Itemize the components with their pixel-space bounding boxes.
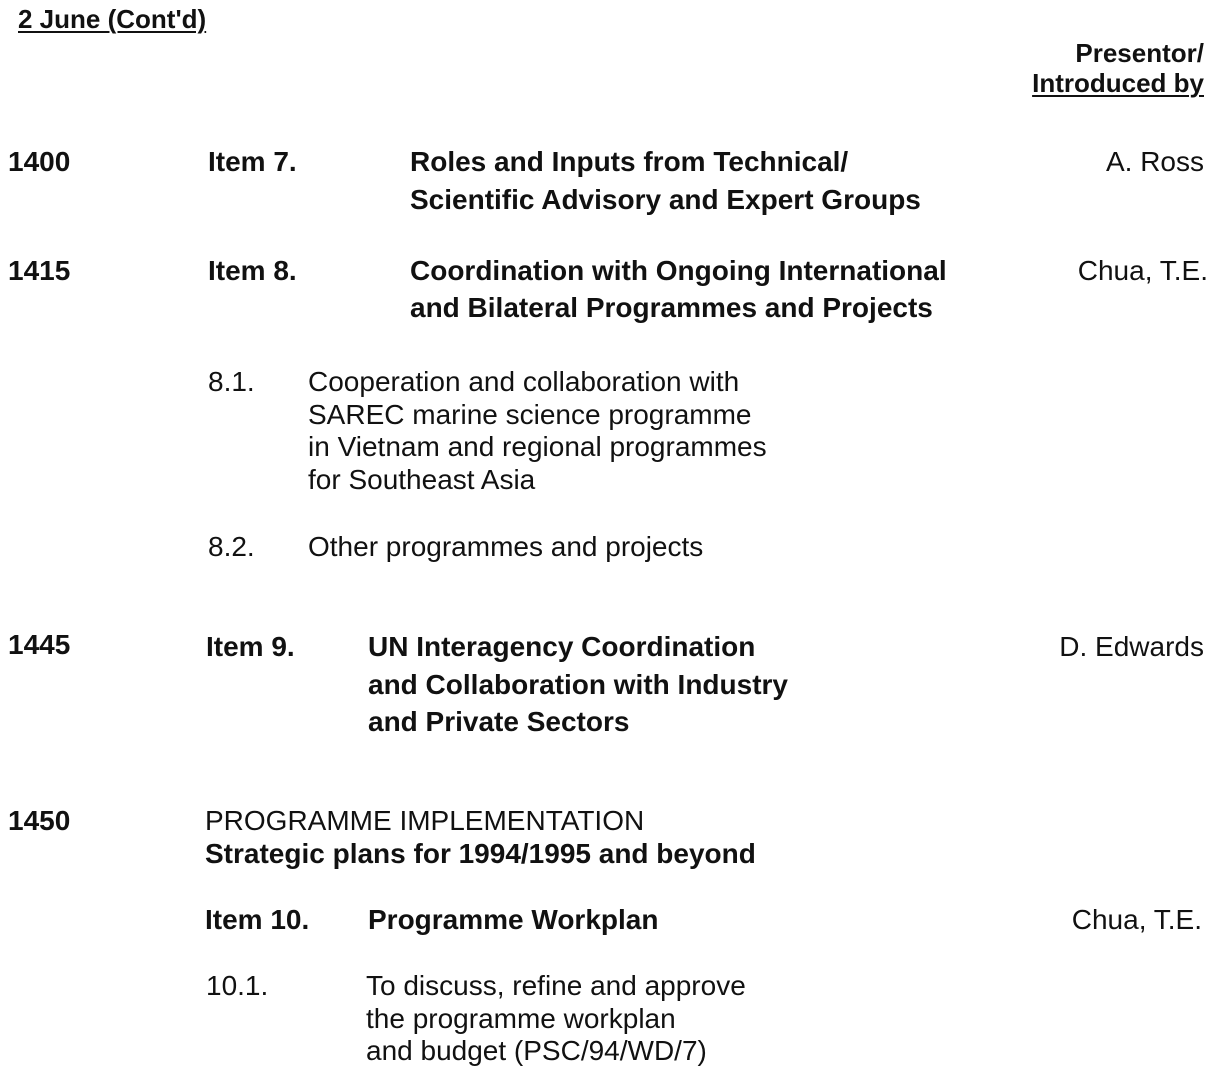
- subitem-line: and budget (PSC/94/WD/7): [366, 1035, 707, 1066]
- agenda-item-title: [410, 252, 947, 326]
- agenda-item-title: Programme Workplan: [368, 904, 659, 935]
- subitem-line: for Southeast Asia: [308, 463, 536, 495]
- agenda-item-label: Item 8.: [208, 255, 297, 286]
- subitem-number: 8.2.: [208, 531, 255, 562]
- agenda-time-1415: 1415: [8, 255, 71, 286]
- title-line: Coordination with Ongoing International: [410, 255, 947, 286]
- subitem-number: 10.1.: [206, 970, 269, 1001]
- subitem-line: the programme workplan: [366, 1002, 676, 1034]
- section-heading: [205, 804, 756, 870]
- subitem-text: [308, 366, 767, 496]
- agenda-time-1450: 1450: [8, 805, 71, 836]
- agenda-presenter: Chua, T.E.: [1071, 904, 1202, 935]
- presenter-heading-line2: Introduced by: [1032, 68, 1204, 98]
- agenda-time-1400: 1400: [8, 146, 71, 177]
- title-line: and Collaboration with Industry: [368, 668, 788, 700]
- title-line: Roles and Inputs from Technical/: [410, 146, 849, 177]
- agenda-item-label: Item 9.: [206, 631, 295, 662]
- subitem-line: Other programmes and projects: [308, 531, 704, 562]
- agenda-presenter: D. Edwards: [1059, 631, 1204, 662]
- agenda-presenter: A. Ross: [1105, 146, 1204, 177]
- subitem-text: [308, 531, 703, 564]
- subitem-text: [366, 970, 746, 1068]
- subitem-line: SAREC marine science programme: [308, 398, 752, 430]
- subitem-number: 8.1.: [208, 366, 255, 397]
- page-date-heading: 2 June (Cont'd): [18, 4, 207, 34]
- section-heading-line: PROGRAMME IMPLEMENTATION: [205, 805, 645, 836]
- agenda-item-title: [368, 628, 788, 741]
- section-heading-line: Strategic plans for 1994/1995 and beyond: [205, 838, 756, 869]
- presenter-heading-line1: Presentor/: [1075, 38, 1204, 68]
- title-line: and Bilateral Programmes and Projects: [410, 292, 933, 323]
- agenda-item-label: Item 10.: [205, 904, 310, 935]
- title-line: UN Interagency Coordination: [368, 631, 756, 662]
- agenda-item-label: Item 7.: [208, 146, 297, 177]
- title-line: Scientific Advisory and Expert Groups: [410, 184, 921, 215]
- presenter-column-heading: [1032, 38, 1204, 98]
- agenda-item-title: [410, 143, 921, 219]
- title-line: and Private Sectors: [368, 706, 630, 737]
- subitem-line: Cooperation and collaboration with: [308, 366, 740, 397]
- subitem-line: To discuss, refine and approve: [366, 970, 746, 1001]
- subitem-line: in Vietnam and regional programmes: [308, 431, 767, 462]
- agenda-time-1445: 1445: [8, 629, 71, 660]
- agenda-presenter: Chua, T.E.: [1077, 255, 1208, 286]
